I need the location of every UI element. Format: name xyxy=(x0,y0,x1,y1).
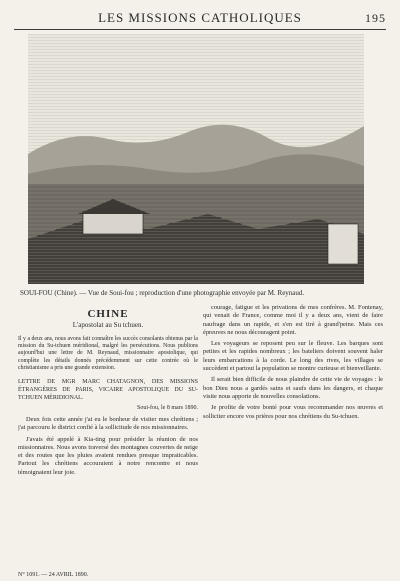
section-subtitle: L'apostolat au Su tchuen. xyxy=(72,321,144,330)
section-title: CHINE xyxy=(87,310,129,320)
masthead xyxy=(14,7,386,30)
paragraph: courage, fatigue et les privations de mes confrères. M. Fontenay, qui venait de France, comme moi il y a deux ans, vient de faire naufrage dans un rapide, et s'en est tiré à grand'peine. Mais ces épreuves ne nous découragent point. xyxy=(203,304,383,336)
letter-date: Soui-fou, le 8 mars 1890. xyxy=(137,404,198,411)
illustration-caption: SOUI-FOU (Chine). — Vue de Soui-fou ; reproduction d'une photographie envoyée par M. Reynaud. xyxy=(20,289,305,297)
letter-heading: LETTRE DE MGR MARC CHATAGNON, DES MISSIONS ÉTRANGÈRES DE PARIS, VICAIRE APOSTOLIQUE DU SU-TCHUEN MÉRIDIONAL. xyxy=(18,378,198,401)
right-wall xyxy=(328,224,358,264)
city-view-engraving xyxy=(28,34,364,284)
article-lead: Il y a deux ans, nous avons fait connaître les succès consolants obtenus par la mission du Su-tchuen méridional, malgré les persécutions. Nous publions aujourd'hui une lettre de M. Reynaud, missionnaire apostolique, qui complète les détails donnés précédemment sur cette contrée où le christianisme a pris une grande extension. xyxy=(18,335,198,372)
issue-line: N° 1091. — 24 AVRIL 1890. xyxy=(18,572,89,578)
right-column xyxy=(203,304,383,576)
white-building xyxy=(83,212,143,234)
paragraph: Il serait bien difficile de nous plaindre de cette vie de voyages : le bon Dieu nous a gardés sains et saufs dans les dangers, et chaque visite nous apporte de nouvelles consolations. xyxy=(203,376,383,400)
masthead-title: LES MISSIONS CATHOLIQUES xyxy=(98,10,302,25)
paragraph: J'avais été appelé à Kia-ting pour présider la réunion de nos missionnaires. Nous avons traversé des montagnes couvertes de neige et des routes que les pluies avaient rendues presque impraticables. Partout les chrétiens accouraient à notre rencontre et nous témoignaient leur joie. xyxy=(18,435,198,476)
engraving-illustration xyxy=(28,34,364,284)
left-column xyxy=(18,310,198,575)
page-number: 195 xyxy=(365,11,386,25)
paragraph: Deux fois cette année j'ai eu le bonheur de visiter mes chrétiens ; j'ai parcouru le district confié à la sollicitude de nos missionnaires. xyxy=(18,415,198,432)
paragraph: Je profite de votre bonté pour vous recommander nos œuvres et solliciter encore vos prières pour nos chrétiens du Su-tchuen. xyxy=(203,404,383,420)
paragraph: Les voyageurs se reposent peu sur le fleuve. Les barques sont petites et les rapides nombreux ; les bateliers doivent souvent haler leurs embarcations à la corde. Le long des rives, les villages se succèdent et partout la population se montre curieuse et bienveillante. xyxy=(203,340,383,373)
foreground-roofs xyxy=(28,214,364,284)
